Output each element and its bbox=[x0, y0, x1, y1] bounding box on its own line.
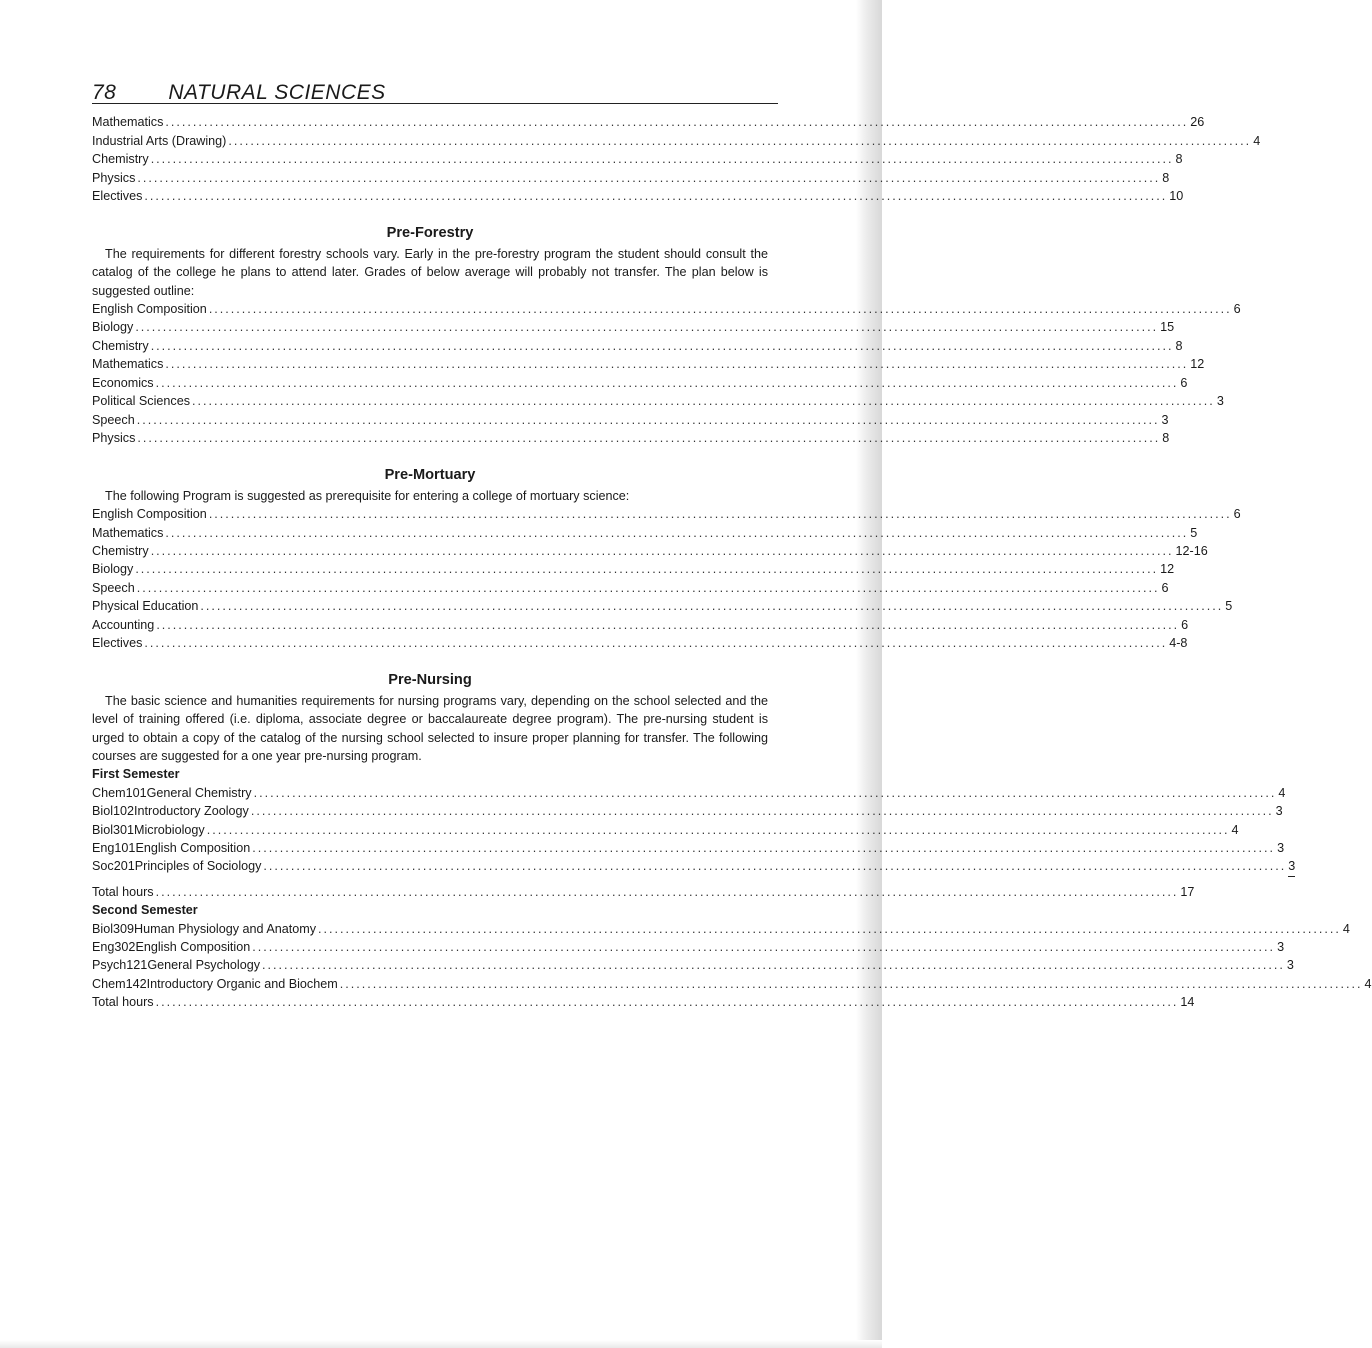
section-title-pre-nursing: Pre-Nursing bbox=[388, 672, 472, 689]
course-hours: 4 bbox=[1231, 822, 1239, 837]
leader-dots bbox=[192, 392, 1215, 410]
list-item bbox=[92, 560, 1175, 578]
course-number: 101 bbox=[114, 841, 136, 856]
leader-dots bbox=[135, 318, 1158, 336]
course-label: Chemistry bbox=[92, 543, 149, 558]
course-number: 142 bbox=[125, 976, 147, 991]
table-row bbox=[92, 920, 1350, 938]
total-row bbox=[92, 993, 1195, 1011]
leader-dots bbox=[165, 524, 1188, 542]
course-hours: 4 bbox=[1364, 976, 1372, 991]
leader-dots bbox=[137, 411, 1160, 429]
leader-dots bbox=[156, 374, 1179, 392]
section-title-pre-forestry: Pre-Forestry bbox=[386, 225, 474, 242]
catalog-page bbox=[92, 81, 1372, 1012]
course-label: Biology bbox=[92, 562, 134, 577]
list-item bbox=[92, 113, 1205, 131]
course-name: English Composition bbox=[135, 940, 251, 955]
course-label: Speech bbox=[92, 412, 135, 427]
course-dept: Biol bbox=[92, 921, 113, 936]
leader-dots bbox=[156, 993, 1179, 1011]
leader-dots bbox=[251, 802, 1274, 820]
list-item bbox=[92, 524, 1198, 542]
section-title-pre-mortuary: Pre-Mortuary bbox=[384, 467, 476, 484]
leader-dots bbox=[151, 150, 1174, 168]
leader-dots bbox=[252, 839, 1275, 857]
leader-dots bbox=[137, 579, 1160, 597]
total-hours: 14 bbox=[1180, 995, 1195, 1010]
total-hours: 17 bbox=[1180, 884, 1195, 899]
table-row bbox=[92, 839, 1285, 857]
leader-dots bbox=[156, 883, 1179, 901]
credit-value: 15 bbox=[1160, 320, 1175, 335]
list-item bbox=[92, 132, 1261, 150]
course-hours: 4 bbox=[1278, 785, 1286, 800]
total-label: Total hours bbox=[92, 995, 154, 1010]
credit-value: 5 bbox=[1190, 525, 1198, 540]
leader-dots bbox=[209, 300, 1232, 318]
course-label: Physical Education bbox=[92, 599, 199, 614]
intro-text: The requirements for different forestry schools vary. Early in the pre-forestry program the student should consult the catalog of the college he plans to attend later. Grades of below average will probably not transfer. The plan below is suggested outline: bbox=[92, 246, 768, 298]
course-number: 302 bbox=[114, 940, 136, 955]
leader-dots bbox=[252, 938, 1275, 956]
pre-forestry-intro bbox=[92, 245, 768, 300]
list-item bbox=[92, 337, 1183, 355]
course-name: Introductory Zoology bbox=[134, 804, 249, 819]
total-label: Total hours bbox=[92, 884, 154, 899]
course-label: English Composition bbox=[92, 302, 207, 317]
pre-nursing-intro bbox=[92, 692, 768, 766]
credit-value: 6 bbox=[1180, 375, 1188, 390]
leader-dots bbox=[144, 634, 1167, 652]
course-number: 309 bbox=[113, 921, 135, 936]
leader-dots bbox=[151, 542, 1174, 560]
list-item bbox=[92, 505, 1241, 523]
course-dept: Chem bbox=[92, 976, 126, 991]
course-label: Economics bbox=[92, 375, 154, 390]
second-semester-title: Second Semester bbox=[92, 903, 198, 918]
course-dept: Eng bbox=[92, 841, 115, 856]
course-hours: 3 bbox=[1288, 857, 1295, 876]
table-row bbox=[92, 938, 1285, 956]
list-item bbox=[92, 616, 1189, 634]
course-dept: Psych bbox=[92, 958, 127, 973]
course-label: Biology bbox=[92, 320, 134, 335]
course-name: Microbiology bbox=[134, 822, 205, 837]
list-item bbox=[92, 392, 1224, 410]
course-dept: Soc bbox=[92, 859, 114, 874]
pre-forestry-list bbox=[92, 300, 1241, 447]
list-item bbox=[92, 318, 1175, 336]
credit-value: 8 bbox=[1175, 338, 1183, 353]
leader-dots bbox=[207, 821, 1230, 839]
leader-dots bbox=[228, 132, 1251, 150]
leader-dots bbox=[137, 429, 1160, 447]
credit-value: 26 bbox=[1190, 115, 1205, 130]
leader-dots bbox=[165, 113, 1188, 131]
leader-dots bbox=[262, 956, 1285, 974]
list-item bbox=[92, 150, 1183, 168]
leader-dots bbox=[263, 857, 1286, 875]
pre-mortuary-list bbox=[92, 505, 1241, 652]
course-number: 201 bbox=[113, 859, 135, 874]
list-item bbox=[92, 634, 1188, 652]
course-label: Mathematics bbox=[92, 115, 164, 130]
course-label: Chemistry bbox=[92, 338, 149, 353]
course-number: 121 bbox=[126, 958, 148, 973]
page-bottom-shadow bbox=[0, 1340, 882, 1348]
credit-value: 6 bbox=[1233, 507, 1241, 522]
list-item bbox=[92, 597, 1233, 615]
course-name: General Psychology bbox=[147, 958, 261, 973]
credit-value: 12-16 bbox=[1175, 543, 1208, 558]
course-label: Physics bbox=[92, 170, 136, 185]
leader-dots bbox=[209, 505, 1232, 523]
top-course-list bbox=[92, 113, 1261, 205]
total-row bbox=[92, 883, 1195, 901]
list-item bbox=[92, 374, 1188, 392]
course-hours: 4 bbox=[1342, 921, 1350, 936]
course-dept: Biol bbox=[92, 822, 113, 837]
course-hours: 3 bbox=[1275, 804, 1283, 819]
first-semester-title: First Semester bbox=[92, 767, 180, 782]
leader-dots bbox=[135, 560, 1158, 578]
list-item bbox=[92, 169, 1170, 187]
credit-value: 10 bbox=[1169, 189, 1184, 204]
leader-dots bbox=[165, 355, 1188, 373]
table-row bbox=[92, 821, 1239, 839]
leader-dots bbox=[200, 597, 1223, 615]
course-label: Mathematics bbox=[92, 357, 164, 372]
leader-dots bbox=[137, 169, 1160, 187]
course-dept: Biol bbox=[92, 804, 113, 819]
course-name: General Chemistry bbox=[146, 785, 252, 800]
credit-value: 5 bbox=[1225, 599, 1233, 614]
pre-mortuary-intro bbox=[92, 487, 768, 505]
credit-value: 8 bbox=[1162, 430, 1170, 445]
credit-value: 6 bbox=[1161, 580, 1169, 595]
credit-value: 6 bbox=[1181, 617, 1189, 632]
credit-value: 12 bbox=[1160, 562, 1175, 577]
course-label: Accounting bbox=[92, 617, 155, 632]
course-dept: Eng bbox=[92, 940, 115, 955]
page-header bbox=[92, 81, 778, 104]
leader-dots bbox=[340, 975, 1363, 993]
list-item bbox=[92, 300, 1241, 318]
course-label: Industrial Arts (Drawing) bbox=[92, 133, 227, 148]
page-number: 78 bbox=[92, 81, 117, 104]
list-item bbox=[92, 411, 1169, 429]
course-label: Electives bbox=[92, 189, 143, 204]
course-number: 102 bbox=[113, 804, 135, 819]
table-row bbox=[92, 857, 1296, 876]
leader-dots bbox=[151, 337, 1174, 355]
course-name: Introductory Organic and Biochem bbox=[146, 976, 338, 991]
course-label: Political Sciences bbox=[92, 394, 190, 409]
running-head: NATURAL SCIENCES bbox=[168, 81, 386, 104]
credit-value: 12 bbox=[1190, 357, 1205, 372]
list-item bbox=[92, 542, 1208, 560]
course-name: Human Physiology and Anatomy bbox=[134, 921, 317, 936]
table-row bbox=[92, 975, 1372, 993]
credit-value: 8 bbox=[1175, 152, 1183, 167]
leader-dots bbox=[254, 784, 1277, 802]
credit-value: 4 bbox=[1253, 133, 1261, 148]
table-row bbox=[92, 956, 1294, 974]
course-name: Principles of Sociology bbox=[134, 859, 262, 874]
course-dept: Chem bbox=[92, 785, 126, 800]
course-label: Physics bbox=[92, 430, 136, 445]
course-name: English Composition bbox=[135, 841, 251, 856]
course-label: Electives bbox=[92, 635, 143, 650]
credit-value: 4-8 bbox=[1169, 635, 1188, 650]
credit-value: 6 bbox=[1233, 302, 1241, 317]
table-row bbox=[92, 802, 1283, 820]
second-semester-table bbox=[92, 920, 1372, 1012]
intro-text: The basic science and humanities requirements for nursing programs vary, depending on the school selected and the level of training offered (i.e. diploma, associate degree or baccalaureate degree program). The pre-nursing student is urged to obtain a copy of the catalog of the nursing school selected to insure proper planning for transfer. The following courses are suggested for a one year pre-nursing program. bbox=[92, 693, 768, 763]
credit-value: 8 bbox=[1162, 170, 1170, 185]
leader-dots bbox=[144, 187, 1167, 205]
course-label: Mathematics bbox=[92, 525, 164, 540]
credit-value: 3 bbox=[1161, 412, 1169, 427]
list-item bbox=[92, 355, 1205, 373]
course-label: English Composition bbox=[92, 507, 207, 522]
course-number: 101 bbox=[125, 785, 147, 800]
course-label: Chemistry bbox=[92, 152, 149, 167]
first-semester-table bbox=[92, 784, 1296, 901]
list-item bbox=[92, 579, 1169, 597]
course-number: 301 bbox=[113, 822, 135, 837]
course-hours: 3 bbox=[1277, 940, 1285, 955]
leader-dots bbox=[156, 616, 1179, 634]
course-label: Speech bbox=[92, 580, 135, 595]
intro-text: The following Program is suggested as prerequisite for entering a college of mortuary science: bbox=[105, 488, 630, 503]
table-row bbox=[92, 784, 1286, 802]
list-item bbox=[92, 429, 1170, 447]
leader-dots bbox=[318, 920, 1341, 938]
course-hours: 3 bbox=[1286, 958, 1294, 973]
list-item bbox=[92, 187, 1184, 205]
credit-value: 3 bbox=[1216, 394, 1224, 409]
course-hours: 3 bbox=[1277, 841, 1285, 856]
